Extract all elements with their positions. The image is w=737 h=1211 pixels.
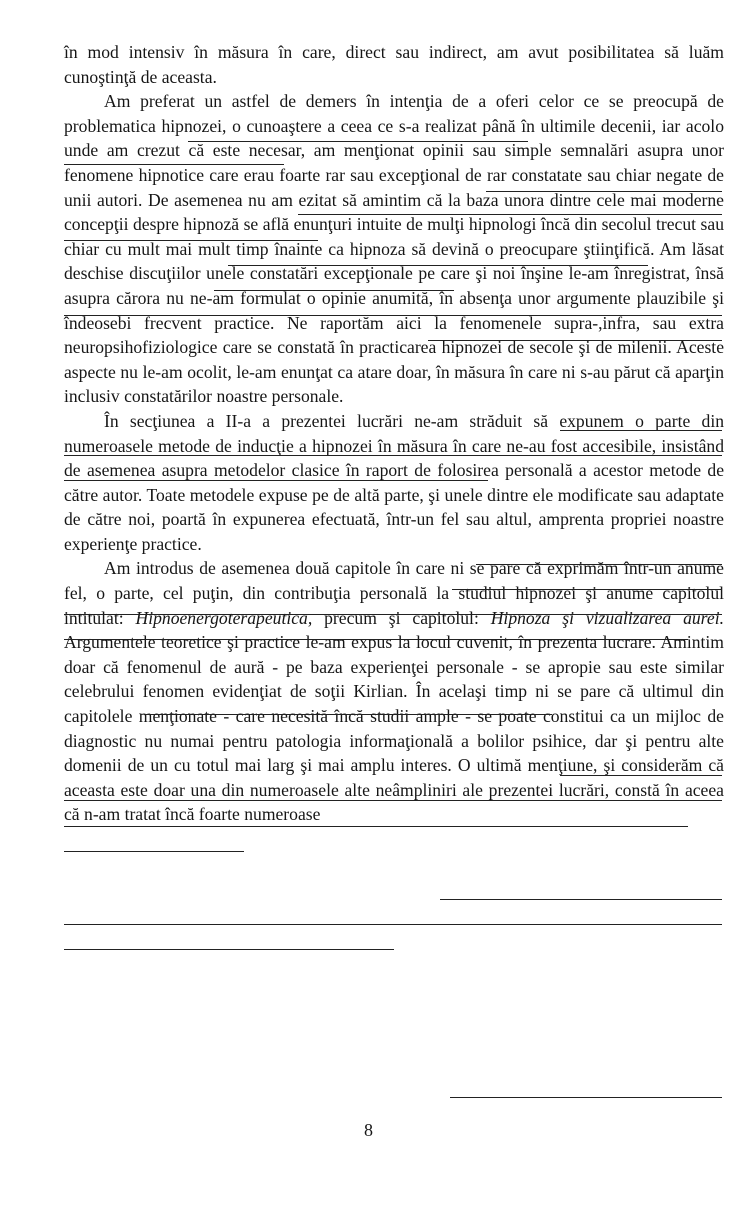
pen-underline bbox=[64, 455, 722, 456]
pen-underline bbox=[214, 290, 454, 291]
pen-underline bbox=[64, 639, 688, 640]
pen-underline bbox=[228, 265, 648, 266]
pen-underline bbox=[440, 899, 722, 900]
pen-underline bbox=[476, 564, 722, 565]
pen-underline bbox=[560, 430, 722, 431]
pen-underline bbox=[64, 851, 244, 852]
pen-underline bbox=[64, 949, 394, 950]
pen-underline bbox=[64, 800, 722, 801]
pen-underline bbox=[64, 164, 284, 165]
paragraph-2: Am preferat un astfel de demers în intenţia de a oferi celor ce se preocupă de problematica hipnozei, o cunoaştere a ceea ce s-a realizat până în ultimile decenii, iar acolo unde am crezut că este necesar, am menţionat opinii sau simple semnalări asupra unor fenomene hipnotice care erau foarte rar sau excepţional de rar constatate sau chiar negate de unii autori. De asemenea nu am ezitat să amintim că la baza unora dintre cele mai moderne concepţii despre hipnoză se află enunţuri intuite de mulţi hipnologi încă din secolul trecut sau chiar cu mult mai mult timp înainte ca hipnoza să devină o preocupare ştiinţifică. Am lăsat deschise discuţiilor unele constatări excepţionale pe care şi noi înşine le-am înregistrat, însă asupra cărora nu ne-am formulat o opinie anumită, în absenţa unor argumente plauzibile şi îndeosebi frecvent practice. Ne raportăm aici la fenomenele supra-,infra, sau extra neuropsihofiziologice care se constată în practicarea hipnozei de secole şi de milenii. Aceste aspecte nu le-am ocolit, le-am enunţat ca atare doar, în măsura în care ni s-au părut că aparţin inclusiv constatărilor noastre personale. bbox=[64, 91, 724, 407]
pen-underline bbox=[188, 141, 528, 142]
paragraph-3: În secţiunea a II-a a prezentei lucrări ne-am străduit să expunem o parte din numeroasele metode de inducţie a hipnozei în măsura în care ne-au fost accesibile, insistând de asemenea asupra metodelor clasice în raport de folosirea personală a acestor metode de către autor. Toate metodele expuse pe de altă parte, şi unele dintre ele modificate sau adaptate de către noi, poartă în expunerea efectuată, într-un fel sau altul, amprenta propriei noastre experienţe practice. bbox=[64, 410, 724, 554]
paragraph-4-text-end: Argumentele teoretice şi practice le-am expus la locul cuvenit, în prezenta lucrare. Amintim doar că fenomenul de aură - pe baza experienţei personale - se apropie sau este similar celebrului fenomen evidenţiat de soţii Kirlian. În acelaşi timp ni se pare că ultimul din capitolele menţionate - care necesită încă studii ample - se poate constitui ca un mijloc de diagnostic nu numai pentru patologia informaţională a bolilor psihice, dar şi pentru alte domenii de un cu totul mai larg şi mai amplu interes. O ultimă menţiune, şi considerăm că aceasta este doar una din numeroasele alte neâmpliniri ale prezentei lucrări, constă în aceea că n-am tratat încă foarte numeroase bbox=[64, 632, 724, 825]
pen-underline bbox=[298, 214, 722, 215]
pen-underline bbox=[64, 924, 722, 925]
pen-underline bbox=[560, 775, 722, 776]
pen-underline bbox=[486, 191, 722, 192]
pen-underline bbox=[64, 826, 688, 827]
paragraph-1: în mod intensiv în măsura în care, direct sau indirect, am avut posibilitatea să luăm cunoştinţă de aceasta. bbox=[64, 42, 724, 87]
pen-underline bbox=[450, 1097, 722, 1098]
chapter-title-hipnoenergoterapeutica: Hipnoenergoterapeutica, bbox=[135, 607, 313, 628]
pen-underline bbox=[64, 614, 722, 615]
paragraph-4 bbox=[64, 556, 724, 827]
pen-underline bbox=[428, 340, 722, 341]
pen-underline bbox=[452, 589, 722, 590]
pen-underline bbox=[146, 714, 552, 715]
chapter-title-vizualizarea-aurei: Hipnoza şi vizualizarea aurei. bbox=[490, 607, 724, 628]
paragraph-4-text-middle: precum şi capitolul: bbox=[312, 607, 491, 628]
pen-underline bbox=[64, 480, 488, 481]
body-text bbox=[64, 40, 724, 827]
pen-underline bbox=[64, 240, 318, 241]
page-number: 8 bbox=[364, 1120, 373, 1140]
paragraph-4-text-start: Am introdus de asemenea două capitole în care ni se pare că exprimăm într-un anume fel, o parte, cel puţin, din contribuţia personală la studiul hipnozei şi anume capitolul intitulat: bbox=[64, 558, 724, 628]
pen-underline bbox=[64, 315, 722, 316]
